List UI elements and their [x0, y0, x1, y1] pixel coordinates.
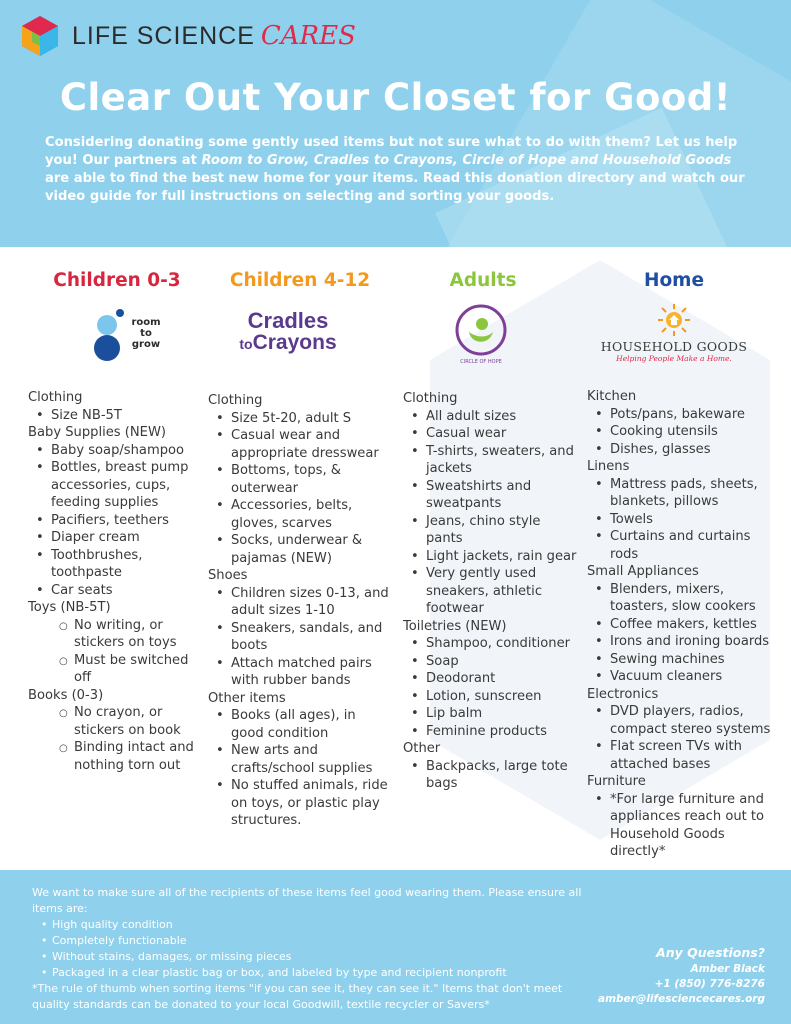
- guideline-item: • Completely functionable: [32, 933, 592, 949]
- section-label: Books (0-3): [28, 687, 104, 703]
- list-item: • Lotion, sunscreen: [403, 688, 581, 706]
- item-list: [28, 389, 206, 774]
- list-item: • Bottoms, tops, & outerwear: [208, 462, 392, 497]
- list-item: • DVD players, radios, compact stereo systems: [587, 703, 779, 738]
- page-title: Clear Out Your Closet for Good!: [59, 76, 732, 119]
- column-home: [587, 270, 779, 861]
- list-item: • Deodorant: [403, 670, 581, 688]
- list-item: ○ Must be switched off: [28, 652, 206, 687]
- logo-text: to: [239, 336, 253, 352]
- section-label: Toiletries (NEW): [403, 618, 507, 634]
- list-item: • Curtains and curtains rods: [587, 528, 779, 563]
- list-item: • Light jackets, rain gear: [403, 548, 581, 566]
- contact-email-link[interactable]: amber@lifesciencecares.org: [597, 993, 765, 1005]
- contact-block: [598, 943, 765, 1007]
- list-item: • Blenders, mixers, toasters, slow cookers: [587, 581, 779, 616]
- list-item: • Soap: [403, 653, 581, 671]
- section-label: Clothing: [208, 393, 263, 408]
- section-label: Shoes: [208, 568, 248, 583]
- list-item: • Jeans, chino style pants: [403, 513, 581, 548]
- list-item: • Feminine products: [403, 723, 581, 741]
- column-heading: Home: [643, 270, 705, 291]
- contact-name: Amber Black: [690, 963, 765, 975]
- brand-logo: [18, 14, 356, 58]
- logo-text: HOUSEHOLD GOODS: [600, 339, 748, 354]
- list-item: ○ Binding intact and nothing torn out: [28, 739, 206, 774]
- list-item: • T-shirts, sweaters, and jackets: [403, 443, 581, 478]
- section-label: Kitchen: [587, 389, 637, 404]
- logo-text: room: [131, 316, 161, 328]
- list-item: • No stuffed animals, ride on toys, or plastic play structures.: [208, 777, 392, 830]
- list-item: • Coffee makers, kettles: [587, 616, 779, 634]
- section-label: Furniture: [587, 774, 646, 789]
- list-item: • Baby soap/shampoo: [28, 442, 206, 460]
- footer-note: *The rule of thumb when sorting items "if you can see it, they can see it." Items that don't meet quality standards can be donated to your local Goodwill, textile recycler or Savers*: [32, 982, 563, 1011]
- logo-text: grow: [131, 338, 161, 350]
- circle-of-hope-icon: [455, 304, 507, 356]
- list-item: • *For large furniture and appliances reach out to Household Goods directly*: [587, 791, 779, 861]
- list-item: • Flat screen TVs with attached bases: [587, 738, 779, 773]
- contact-question: Any Questions?: [656, 945, 765, 960]
- list-item: • Bottles, breast pump accessories, cups, feeding supplies: [28, 459, 206, 512]
- section-label: Other items: [208, 690, 286, 706]
- list-item: • Socks, underwear & pajamas (NEW): [208, 532, 392, 567]
- logo-text: Crayons: [252, 331, 337, 354]
- list-item: • Books (all ages), in good condition: [208, 707, 392, 742]
- item-list: [208, 392, 392, 830]
- circle-of-hope-logo: [381, 297, 581, 371]
- intro-text: Considering donating some gently used items but not sure what to do with them? Let us help you! Our partners at: [45, 135, 738, 168]
- list-item: • Backpacks, large tote bags: [403, 758, 581, 793]
- logo-text: CIRCLE OF: [460, 358, 487, 365]
- list-item: • Car seats: [28, 582, 206, 600]
- list-item: • Very gently used sneakers, athletic footwear: [403, 565, 581, 618]
- section-label: Clothing: [403, 391, 458, 406]
- section-label: Linens: [587, 459, 630, 474]
- column-children-0-3: [28, 270, 206, 774]
- logo-text: HOPE: [487, 358, 502, 365]
- list-item: • Pots/pans, bakeware: [587, 406, 779, 424]
- list-item: • Casual wear: [403, 425, 581, 443]
- list-item: • Shampoo, conditioner: [403, 635, 581, 653]
- logo-tagline: Helping People Make a Home.: [616, 354, 732, 363]
- item-list: [587, 388, 779, 861]
- footer-banner: [0, 870, 791, 1024]
- section-label: Clothing: [28, 390, 83, 405]
- list-item: • Children sizes 0-13, and adult sizes 1-10: [208, 585, 392, 620]
- list-item: • Towels: [587, 511, 779, 529]
- intro-text: are able to find the best new home for your items. Read this donation directory and watch our video guide for full instructions on selecting and sorting your goods.: [45, 171, 745, 204]
- list-item: • Dishes, glasses: [587, 441, 779, 459]
- column-heading: Children 4-12: [229, 270, 371, 291]
- brand-name: LIFE SCIENCE: [72, 21, 255, 50]
- logo-text: Cradles: [247, 308, 329, 333]
- list-item: • Irons and ironing boards: [587, 633, 779, 651]
- list-item: • Lip balm: [403, 705, 581, 723]
- list-item: • All adult sizes: [403, 408, 581, 426]
- list-item: • Sweatshirts and sweatpants: [403, 478, 581, 513]
- logo-text-line: [460, 359, 502, 365]
- intro-paragraph: [45, 134, 760, 206]
- hexagon-logo-icon: [18, 14, 62, 58]
- list-item: • Pacifiers, teethers: [28, 512, 206, 530]
- column-adults: [403, 270, 581, 793]
- cradles-to-crayons-logo: [184, 297, 392, 369]
- list-item: • Toothbrushes, toothpaste: [28, 547, 206, 582]
- list-item: • Vacuum cleaners: [587, 668, 779, 686]
- column-children-4-12: [208, 270, 392, 830]
- logo-text: to: [140, 327, 152, 339]
- sun-house-icon: [657, 303, 691, 337]
- list-item: • Cooking utensils: [587, 423, 779, 441]
- contact-phone[interactable]: +1 (850) 776-8276: [654, 978, 765, 990]
- list-item: ○ No crayon, or stickers on book: [28, 704, 206, 739]
- guideline-item: • Without stains, damages, or missing pieces: [32, 949, 592, 965]
- guideline-item: • Packaged in a clear plastic bag or box, and labeled by type and recipient nonprofit: [32, 965, 592, 981]
- list-item: • Mattress pads, sheets, blankets, pillows: [587, 476, 779, 511]
- list-item: • Size NB-5T: [28, 407, 206, 425]
- list-item: • Casual wear and appropriate dresswear: [208, 427, 392, 462]
- footer-intro: We want to make sure all of the recipients of these items feel good wearing them. Please ensure all items are:: [32, 886, 582, 915]
- item-list: [403, 390, 581, 793]
- section-label: Small Appliances: [587, 564, 699, 579]
- list-item: • Attach matched pairs with rubber bands: [208, 655, 392, 690]
- list-item: • Sewing machines: [587, 651, 779, 669]
- brand-cares: CARES: [260, 21, 356, 51]
- intro-partners: Room to Grow, Cradles to Crayons, Circle of Hope and Household Goods: [201, 153, 732, 168]
- quality-guidelines: [32, 885, 592, 1013]
- column-heading: Children 0-3: [53, 270, 181, 291]
- section-label: Baby Supplies (NEW): [28, 425, 167, 440]
- list-item: • Size 5t-20, adult S: [208, 410, 392, 428]
- section-label: Electronics: [587, 686, 659, 702]
- room-to-grow-logo: [48, 297, 206, 369]
- list-item: ○ No writing, or stickers on toys: [28, 617, 206, 652]
- section-label: Other: [403, 741, 441, 756]
- list-item: • Accessories, belts, gloves, scarves: [208, 497, 392, 532]
- list-item: • New arts and crafts/school supplies: [208, 742, 392, 777]
- circles-icon: [93, 303, 127, 363]
- household-goods-logo: [569, 297, 779, 369]
- list-item: • Diaper cream: [28, 529, 206, 547]
- section-label: Toys (NB-5T): [28, 600, 111, 615]
- header-banner: [0, 0, 791, 247]
- guideline-item: • High quality condition: [32, 917, 592, 933]
- logo-text-line: [239, 332, 336, 356]
- column-heading: Adults: [449, 270, 517, 291]
- list-item: • Sneakers, sandals, and boots: [208, 620, 392, 655]
